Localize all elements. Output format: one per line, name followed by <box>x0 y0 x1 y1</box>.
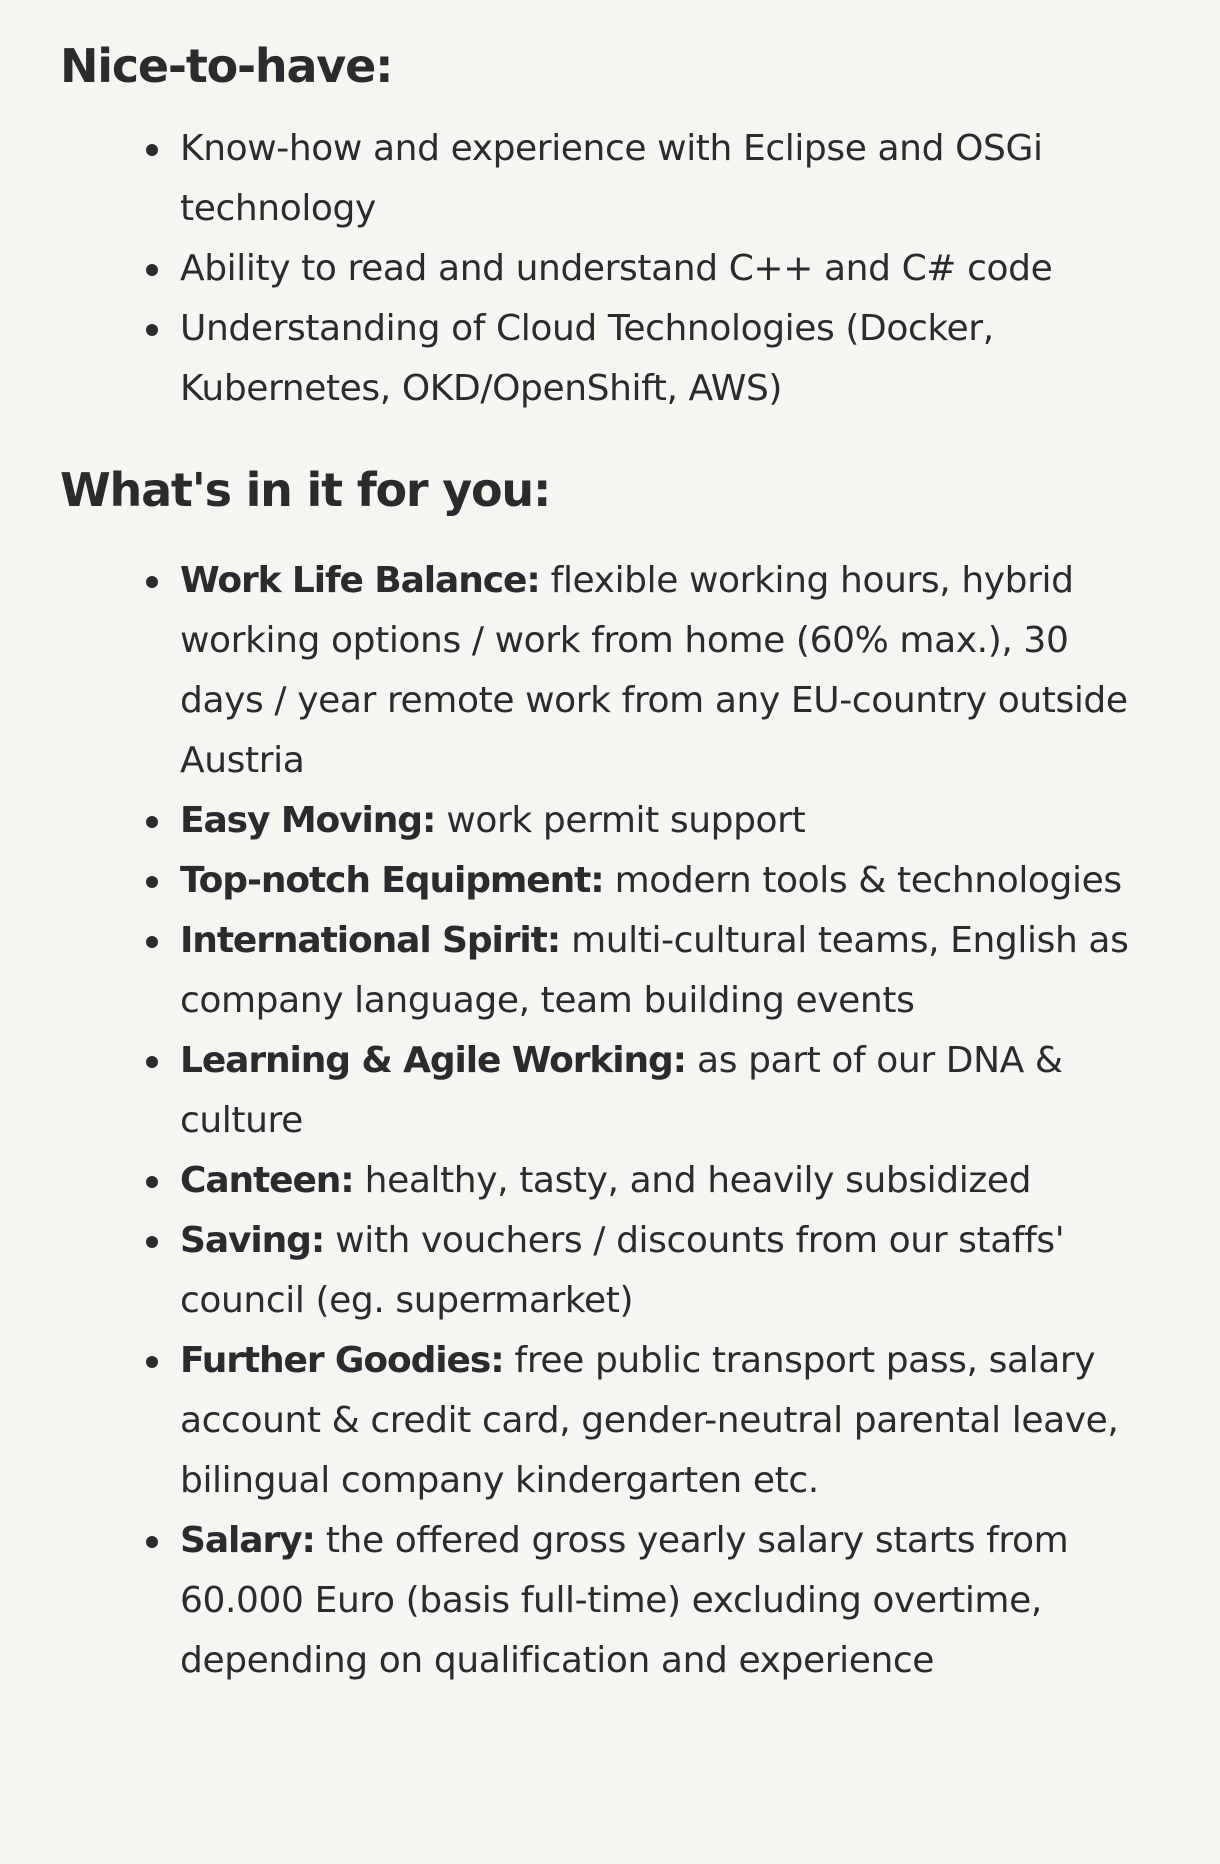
list-item <box>180 1031 1160 1151</box>
benefit-term: Easy Moving: <box>180 800 436 841</box>
list-item: Ability to read and understand C++ and C# code <box>180 239 1160 299</box>
benefit-term: Learning & Agile Working: <box>180 1040 686 1081</box>
list-item <box>180 551 1160 791</box>
benefit-text: the offered gross yearly salary starts from 60.000 Euro (basis full-time) excluding overtime, depending on qualification and experience <box>180 1520 1069 1681</box>
benefit-term: Canteen: <box>180 1160 354 1201</box>
benefit-text: modern tools & technologies <box>603 860 1122 901</box>
benefit-text: flexible working hours, hybrid working options / work from home (60% max.), 30 days / year remote work from any EU-country outside Austria <box>180 560 1128 781</box>
list-item <box>180 1331 1160 1511</box>
list-item <box>180 1151 1160 1211</box>
list-item <box>180 851 1160 911</box>
benefit-text: work permit support <box>435 800 806 841</box>
benefits-heading: What's in it for you: <box>60 463 551 517</box>
benefits-list <box>60 551 1160 1691</box>
list-item <box>180 791 1160 851</box>
nice-to-have-list <box>60 119 1160 419</box>
benefit-text: free public transport pass, salary account & credit card, gender-neutral parental leave, bilingual company kindergarten etc. <box>180 1340 1119 1501</box>
benefit-term: Saving: <box>180 1220 325 1261</box>
benefit-term: Salary: <box>180 1520 315 1561</box>
benefit-text: as part of our DNA & culture <box>180 1040 1063 1141</box>
list-item <box>180 1511 1160 1691</box>
nice-to-have-heading: Nice-to-have: <box>60 39 393 93</box>
benefit-term: Further Goodies: <box>180 1340 504 1381</box>
benefit-text: healthy, tasty, and heavily subsidized <box>353 1160 1032 1201</box>
list-item <box>180 911 1160 1031</box>
benefit-term: Work Life Balance: <box>180 560 540 601</box>
benefit-text: multi-cultural teams, English as company language, team building events <box>180 920 1129 1021</box>
list-item <box>180 1211 1160 1331</box>
benefit-text: with vouchers / discounts from our staffs' council (eg. supermarket) <box>180 1220 1065 1321</box>
list-item: Understanding of Cloud Technologies (Docker, Kubernetes, OKD/OpenShift, AWS) <box>180 299 1160 419</box>
benefit-term: Top-notch Equipment: <box>180 860 604 901</box>
benefit-term: International Spirit: <box>180 920 561 961</box>
list-item: Know-how and experience with Eclipse and OSGi technology <box>180 119 1160 239</box>
